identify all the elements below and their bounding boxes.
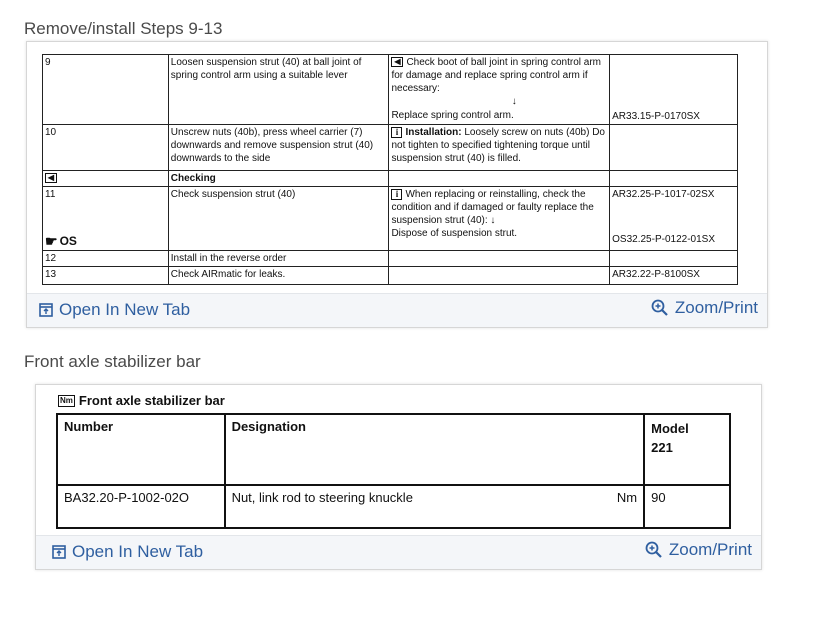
unit-text: Nm	[616, 490, 638, 505]
step-note	[389, 187, 610, 251]
section2-heading: Front axle stabilizer bar	[24, 352, 201, 371]
step-action: Check AIRmatic for leaks.	[168, 267, 389, 285]
ref-2: OS32.25-P-0122-01SX	[612, 234, 715, 245]
ref-1: AR32.25-P-1017-02SX	[612, 189, 715, 200]
step-ref	[610, 187, 738, 251]
down-arrow: ↓	[511, 96, 517, 107]
header-designation: Designation	[225, 414, 645, 485]
step-action: Check suspension strut (40)	[168, 187, 389, 251]
step-note	[389, 125, 610, 171]
step-ref	[610, 171, 738, 187]
header-number: Number	[57, 414, 225, 485]
zoom-print-link[interactable]	[645, 540, 752, 560]
step-ref	[610, 125, 738, 171]
table-row	[43, 125, 738, 171]
os-badge	[45, 235, 77, 248]
step-action: Install in the reverse order	[168, 251, 389, 267]
zoom-in-icon	[645, 541, 663, 559]
torque-table-title-text: Front axle stabilizer bar	[78, 393, 225, 408]
step-ref	[610, 251, 738, 267]
zoom-print-link[interactable]	[651, 298, 758, 318]
step-ref: AR33.15-P-0170SX	[610, 55, 738, 125]
section1-heading: Remove/install Steps 9-13	[24, 19, 223, 38]
zoom-in-icon	[651, 299, 669, 317]
note-bold: Installation:	[405, 127, 462, 138]
torque-document-frame	[35, 384, 762, 570]
frame-footer	[27, 293, 767, 327]
info-icon: i	[391, 189, 402, 200]
table-row	[43, 171, 738, 187]
open-in-new-tab-label: Open In New Tab	[72, 542, 204, 561]
step-action: Loosen suspension strut (40) at ball joint of spring control arm using a suitable lever	[168, 55, 389, 125]
step-note	[389, 55, 610, 125]
cell-value: 90	[644, 485, 730, 528]
table-header-row	[57, 414, 730, 485]
cell-number: BA32.20-P-1002-02O	[57, 485, 225, 528]
note-text: Loosely screw on nuts (40b) Do not tighten to specified tightening torque until suspension strut (40) is filled.	[391, 127, 605, 164]
table-row	[57, 485, 730, 528]
note-text: Replace spring control arm.	[391, 110, 514, 121]
step-note	[389, 267, 610, 285]
header-model-line1: Model	[651, 421, 689, 436]
step-note	[389, 171, 610, 187]
open-new-tab-icon	[39, 303, 53, 317]
table-row	[43, 187, 738, 251]
down-arrow: ↓	[490, 215, 496, 226]
step-number: 10	[43, 125, 169, 171]
step-number: 9	[43, 55, 169, 125]
step-number-text: 11	[45, 189, 56, 200]
note-text: Check boot of ball joint in spring control arm for damage and replace spring control arm if necessary:	[391, 57, 601, 94]
open-new-tab-icon	[52, 545, 66, 559]
frame-footer	[36, 535, 761, 569]
nm-icon: Nm	[60, 395, 73, 405]
torque-table	[56, 413, 731, 529]
zoom-print-label: Zoom/Print	[674, 298, 758, 317]
steps-table	[42, 54, 738, 285]
header-model	[644, 414, 730, 485]
table-row	[43, 55, 738, 125]
open-in-new-tab-link[interactable]	[39, 300, 190, 320]
note-text: Dispose of suspension strut.	[391, 228, 518, 239]
step-action: Unscrew nuts (40b), press wheel carrier (7) downwards and remove suspension strut (40) downwards to the side	[168, 125, 389, 171]
zoom-print-label: Zoom/Print	[668, 540, 752, 559]
open-in-new-tab-link[interactable]	[52, 542, 203, 562]
table-row	[43, 267, 738, 285]
open-in-new-tab-label: Open In New Tab	[59, 300, 191, 319]
steps-document-frame	[26, 41, 768, 328]
step-number	[43, 187, 169, 251]
header-model-line2: 221	[651, 440, 673, 455]
step-number: 12	[43, 251, 169, 267]
check-icon: ◀	[45, 173, 57, 183]
cell-designation	[225, 485, 645, 528]
pointing-hand-icon: ☛	[45, 233, 58, 249]
step-note	[389, 251, 610, 267]
torque-table-title	[58, 393, 225, 408]
table-row	[43, 251, 738, 267]
step-number: 13	[43, 267, 169, 285]
designation-text: Nut, link rod to steering knuckle	[231, 490, 413, 505]
os-badge-label: OS	[59, 234, 77, 248]
step-number	[43, 171, 169, 187]
note-text: When replacing or reinstalling, check the condition and if damaged or faulty replace the suspension strut (40):	[391, 189, 594, 226]
step-action: Checking	[168, 171, 389, 187]
check-icon: ◀	[391, 57, 403, 67]
step-ref: AR32.22-P-8100SX	[610, 267, 738, 285]
info-icon: i	[391, 127, 402, 138]
